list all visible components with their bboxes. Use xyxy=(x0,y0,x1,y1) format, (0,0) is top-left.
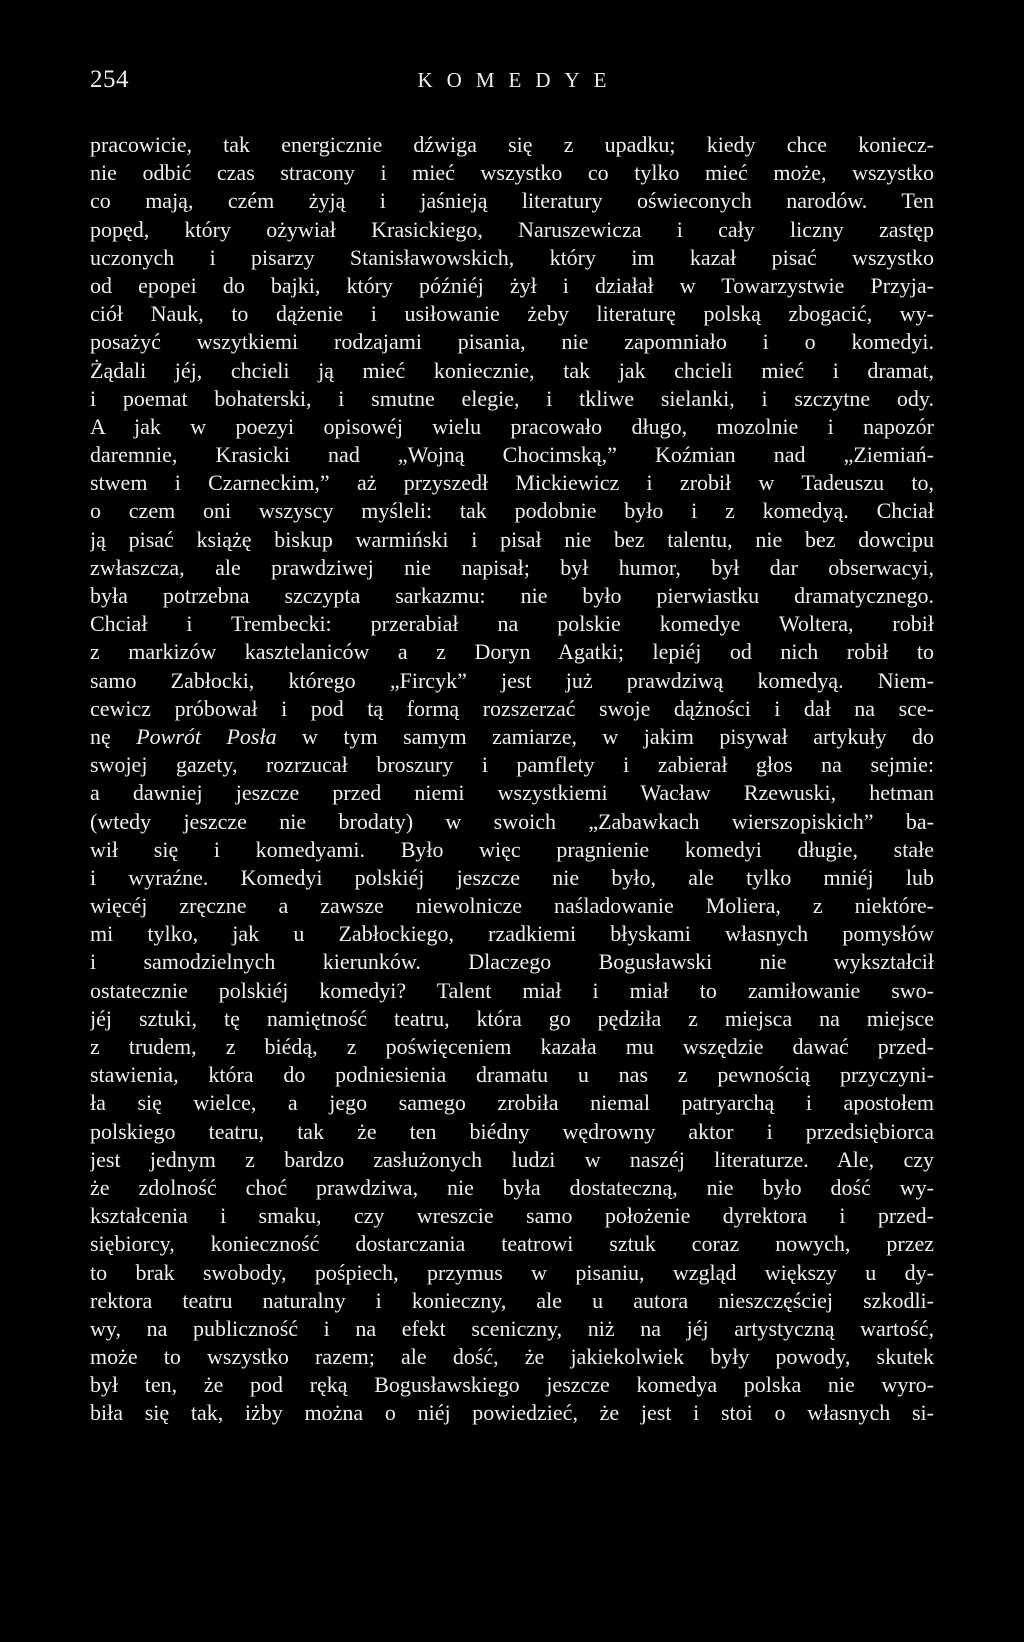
text-line: jéj sztuki, tę namiętność teatru, która go pędziła z miejsca na miejsce xyxy=(90,1005,934,1031)
text-line: z markizów kasztelaniców a z Doryn Agatki; lepiéj od nich robił to xyxy=(90,639,934,665)
text-line: kształcenia i smaku, czy wreszcie samo położenie dyrektora i przed- xyxy=(90,1203,934,1229)
body-text xyxy=(90,131,934,1428)
italic-title: Powrót Posła xyxy=(136,723,277,749)
page-header xyxy=(90,66,934,102)
text-line: a dawniej jeszcze przed niemi wszystkiemi Wacław Rzewuski, hetman xyxy=(90,780,934,806)
text-line: ciół Nauk, to dążenie i usiłowanie żeby literaturę polską zbogacić, wy- xyxy=(90,301,934,327)
text-line: posażyć wszytkiemi rodzajami pisania, nie zapomniało i o komedyi. xyxy=(90,329,934,355)
text-line: może to wszystko razem; ale dość, że jakiekolwiek były powody, skutek xyxy=(90,1344,934,1370)
text-line: polskiego teatru, tak że ten biédny wędrowny aktor i przedsiębiorca xyxy=(90,1118,934,1144)
text-line: samo Zabłocki, którego „Fircyk” jest już prawdziwą komedyą. Niem- xyxy=(90,667,934,693)
text-line: mi tylko, jak u Zabłockiego, rzadkiemi błyskami własnych pomysłów xyxy=(90,921,934,947)
text-line: nę Powrót Posła w tym samym zamiarze, w jakim pisywał artykuły do xyxy=(90,723,934,749)
text-line: wy, na publiczność i na efekt sceniczny, niż na jéj artystyczną wartość, xyxy=(90,1315,934,1341)
text-line: więcéj zręczne a zawsze niewolnicze naśladowanie Moliera, z niektóre- xyxy=(90,893,934,919)
text-line: stwem i Czarneckim,” aż przyszedł Mickiewicz i zrobił w Tadeuszu to, xyxy=(90,470,934,496)
text-line: Chciał i Trembecki: przerabiał na polskie komedye Woltera, robił xyxy=(90,611,934,637)
text-line: jest jednym z bardzo zasłużonych ludzi w naszéj literaturze. Ale, czy xyxy=(90,1146,934,1172)
page-number: 254 xyxy=(90,66,129,93)
text-line: (wtedy jeszcze nie brodaty) w swoich „Zabawkach wierszopiskich” ba- xyxy=(90,808,934,834)
text-line: nie odbić czas stracony i mieć wszystko co tylko mieć może, wszystko xyxy=(90,160,934,186)
text-line: uczonych i pisarzy Stanisławowskich, który im kazał pisać wszystko xyxy=(90,244,934,270)
text-line: ła się wielce, a jego samego zrobiła niemal patryarchą i apostołem xyxy=(90,1090,934,1116)
text-line: swojej gazety, rozrzucał broszury i pamflety i zabierał głos na sejmie: xyxy=(90,752,934,778)
text-line: o czem oni wszyscy myśleli: tak podobnie było i z komedyą. Chciał xyxy=(90,498,934,524)
text-line: popęd, który ożywiał Krasickiego, Naruszewicza i cały liczny zastęp xyxy=(90,216,934,242)
text-line: ją pisać książę biskup warmiński i pisał nie bez talentu, nie bez dowcipu xyxy=(90,526,934,552)
text-line: biła się tak, iżby można o niéj powiedzieć, że jest i stoi o własnych si- xyxy=(90,1400,934,1426)
text-line: od epopei do bajki, który późniéj żył i działał w Towarzystwie Przyja- xyxy=(90,272,934,298)
text-line: A jak w poezyi opisowéj wielu pracowało długo, mozolnie i napozór xyxy=(90,413,934,439)
text-line: zwłaszcza, ale prawdziwej nie napisał; był humor, był dar obserwacyi, xyxy=(90,554,934,580)
text-line: i poemat bohaterski, i smutne elegie, i tkliwe sielanki, i szczytne ody. xyxy=(90,385,934,411)
text-line: wił się i komedyami. Było więc pragnienie komedyi długie, stałe xyxy=(90,836,934,862)
text-line: i wyraźne. Komedyi polskiéj jeszcze nie było, ale tylko mniéj lub xyxy=(90,864,934,890)
text-line: z trudem, z biédą, z poświęceniem kazała mu wszędzie dawać przed- xyxy=(90,1034,934,1059)
text-line: stawienia, która do podniesienia dramatu u nas z pewnością przyczyni- xyxy=(90,1062,934,1088)
text-line: cewicz próbował i pod tą formą rozszerzać swoje dążności i dał na sce- xyxy=(90,695,934,721)
text-line: że zdolność choć prawdziwa, nie była dostateczną, nie było dość wy- xyxy=(90,1174,934,1200)
text-line: daremnie, Krasicki nad „Wojną Chocimską,” Koźmian nad „Ziemiań- xyxy=(90,442,934,468)
text-line: to brak swobody, pośpiech, przymus w pisaniu, wzgląd większy u dy- xyxy=(90,1259,934,1285)
text-line: i samodzielnych kierunków. Dlaczego Bogusławski nie wykształcił xyxy=(90,949,934,975)
text-line: ostatecznie polskiéj komedyi? Talent miał i miał to zamiłowanie swo- xyxy=(90,977,934,1003)
text-line: pracowicie, tak energicznie dźwiga się z upadku; kiedy chce koniecz- xyxy=(90,132,934,157)
text-line: był ten, że pod ręką Bogusławskiego jeszcze komedya polska nie wyro- xyxy=(90,1372,934,1398)
text-line: Żądali jéj, chcieli ją mieć koniecznie, tak jak chcieli mieć i dramat, xyxy=(90,357,934,383)
text-line: siębiorcy, konieczność dostarczania teatrowi sztuk coraz nowych, przez xyxy=(90,1231,934,1257)
running-title: KOMEDYE xyxy=(417,68,621,92)
text-line: była potrzebna szczypta sarkazmu: nie było pierwiastku dramatycznego. xyxy=(90,583,934,608)
text-line: rektora teatru naturalny i konieczny, ale u autora nieszczęściej szkodli- xyxy=(90,1287,934,1313)
text-line: co mają, czém żyją i jaśnieją literatury oświeconych narodów. Ten xyxy=(90,188,934,214)
